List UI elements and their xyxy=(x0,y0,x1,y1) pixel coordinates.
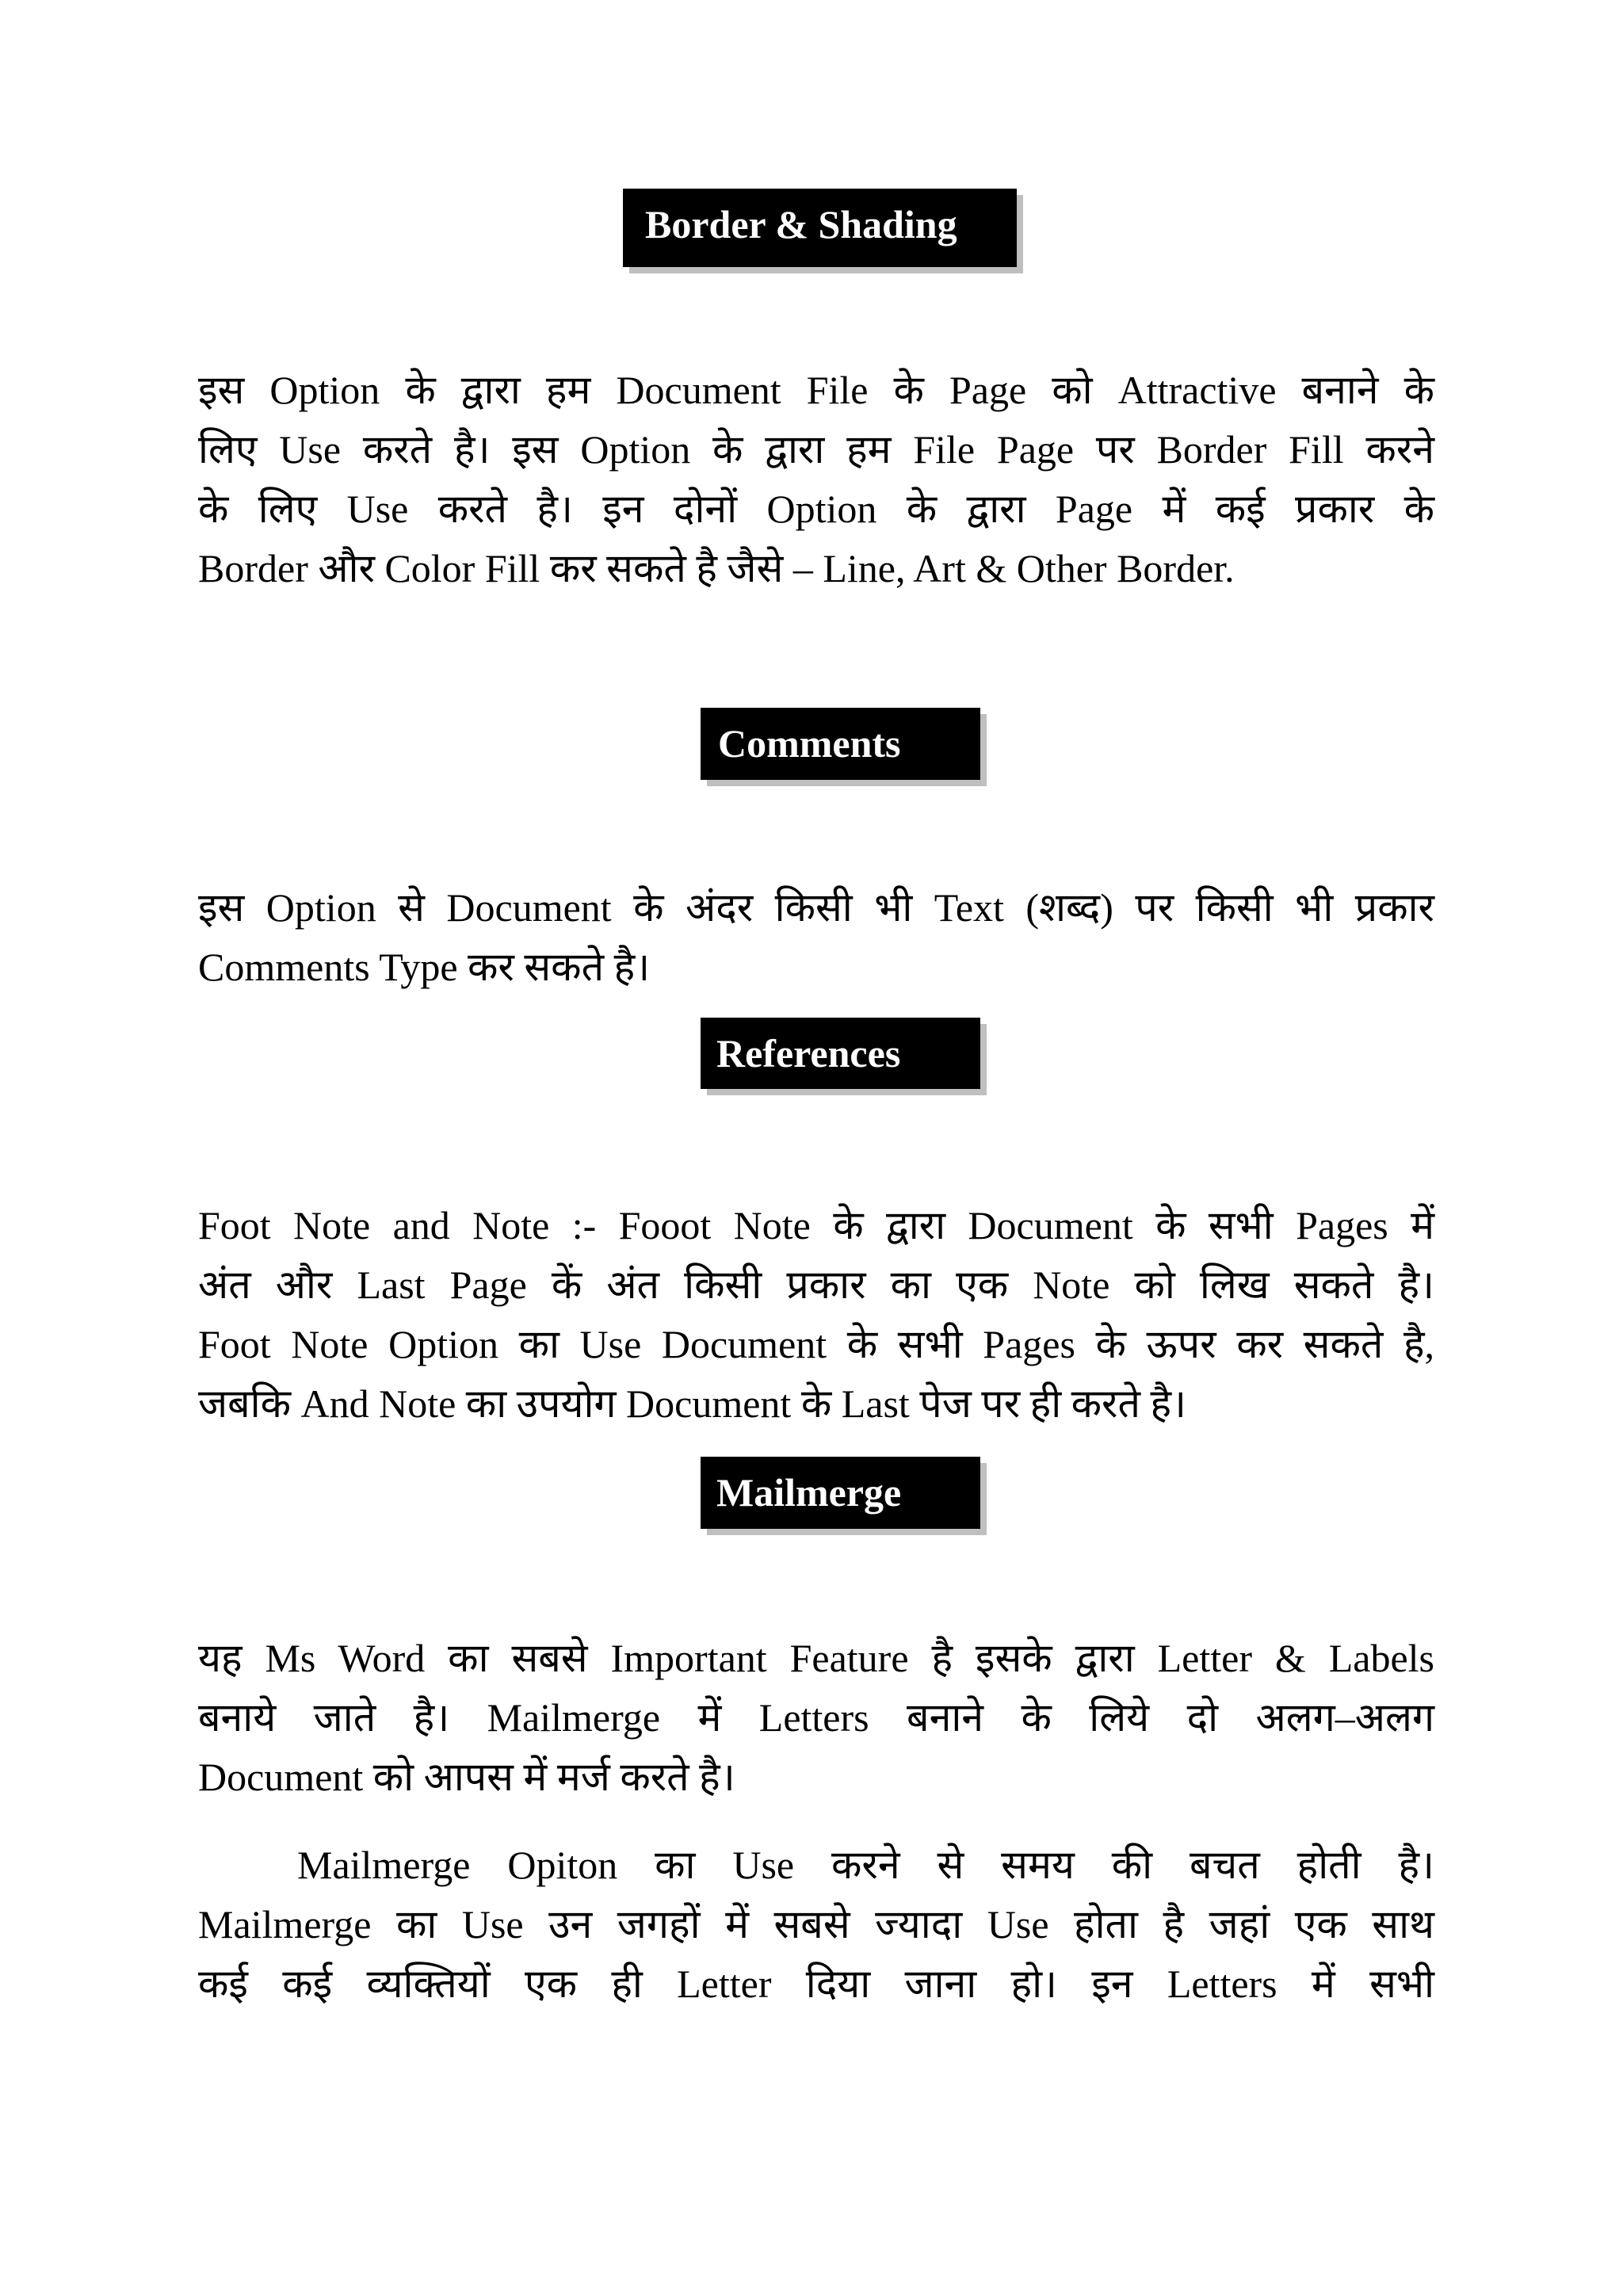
text-line: यह Ms Word का सबसे Important Feature है इसके द्वारा Letter & Labels xyxy=(198,1636,1434,1680)
paragraph-references xyxy=(198,1196,1434,1434)
text-line: इस Option के द्वारा हम Document File के Page को Attractive बनाने के xyxy=(198,368,1434,412)
section-heading-comments: Comments xyxy=(701,708,980,780)
text-line: Foot Note Option का Use Document के सभी Pages के ऊपर कर सकते है, xyxy=(198,1322,1434,1366)
paragraph-mailmerge-intro xyxy=(198,1629,1434,1807)
section-heading-border-shading: Border & Shading xyxy=(623,189,1017,267)
text-line: जबकि And Note का उपयोग Document के Last पेज पर ही करते है। xyxy=(198,1381,1187,1426)
text-line: लिए Use करते है। इस Option के द्वारा हम File Page पर Border Fill करने xyxy=(198,427,1434,472)
text-line: के लिए Use करते है। इन दोनों Option के द्वारा Page में कई प्रकार के xyxy=(198,487,1434,531)
text-line: Foot Note and Note :- Fooot Note के द्वारा Document के सभी Pages में xyxy=(198,1203,1434,1247)
text-line: इस Option से Document के अंदर किसी भी Text (शब्द) पर किसी भी प्रकार xyxy=(198,885,1434,930)
paragraph-border-shading xyxy=(198,361,1434,598)
paragraph-comments xyxy=(198,878,1434,997)
text-line: कई कई व्यक्तियों एक ही Letter दिया जाना हो। इन Letters में सभी xyxy=(198,1962,1434,2006)
section-heading-references: References xyxy=(701,1018,980,1089)
text-line: Comments Type कर सकते है। xyxy=(198,945,651,989)
paragraph-mailmerge-usage xyxy=(198,1836,1434,2014)
text-line: Border और Color Fill कर सकते है जैसे – Line, Art & Other Border. xyxy=(198,546,1235,590)
section-heading-mailmerge: Mailmerge xyxy=(701,1457,980,1529)
text-line: Document को आपस में मर्ज करते है। xyxy=(198,1755,735,1799)
text-line: बनाये जाते है। Mailmerge में Letters बनाने के लिये दो अलग–अलग xyxy=(198,1695,1434,1740)
text-line: Mailmerge का Use उन जगहों में सबसे ज्यादा Use होता है जहां एक साथ xyxy=(198,1902,1434,1946)
text-line: अंत और Last Page कें अंत किसी प्रकार का एक Note को लिख सकते है। xyxy=(198,1263,1434,1307)
text-line: Mailmerge Opiton का Use करने से समय की बचत होती है। xyxy=(297,1843,1434,1887)
